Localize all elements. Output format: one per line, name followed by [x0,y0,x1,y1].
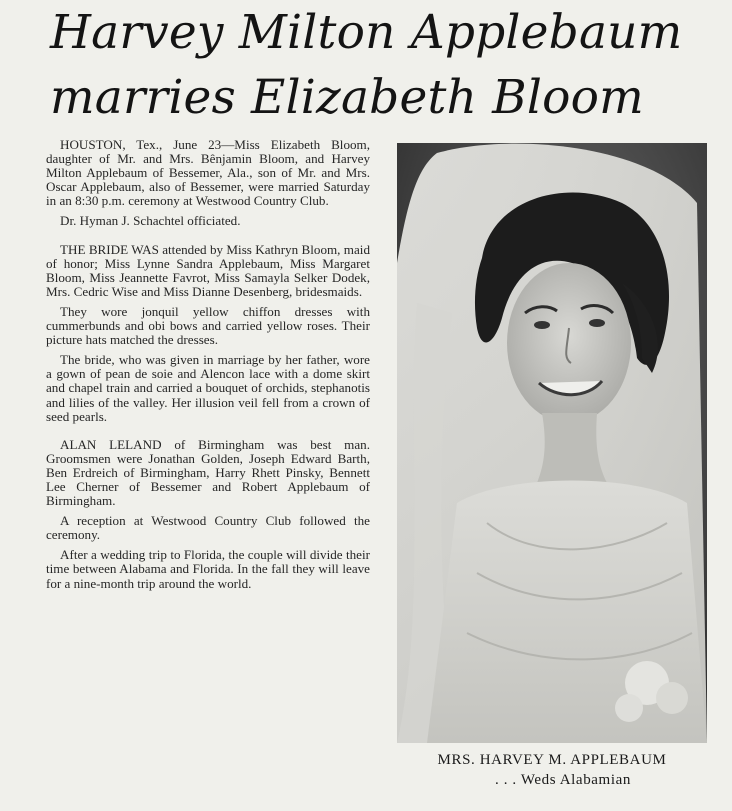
article-paragraph-attendants: THE BRIDE WAS attended by Miss Kathryn Bloom, maid of honor; Miss Lynne Sandra Applebaum, Miss Margaret Bloom, Miss Jeannette Favrot, Miss Samayla Selker Dodek, Mrs. Cedric Wise and Miss Dianne Desenberg, bridesmaids. [46,241,370,299]
article-paragraph-dresses: They wore jonquil yellow chiffon dresses with cummerbunds and obi bows and carried yellow roses. Their picture hats matched the dresses. [46,303,370,348]
headline-line-2: marries Elizabeth Bloom [50,70,644,125]
bride-photo [397,143,707,743]
photo-caption-name: MRS. HARVEY M. APPLEBAUM [437,752,667,768]
bride-portrait-illustration [397,143,707,743]
article-paragraph-groomsmen: ALAN LELAND of Birmingham was best man. Groomsmen were Jonathan Golden, Joseph Edward Barth, Ben Erdreich of Birmingham, Harry Rhett Pinsky, Bennett Lee Cherner of Bessemer and Robert Applebaum of Birmingham. [46,436,370,509]
article-body [46,138,370,597]
article-paragraph-trip: After a wedding trip to Florida, the couple will divide their time between Alabama and Florida. In the fall they will leave for a nine-month trip around the world. [46,547,370,591]
article-paragraph-gown: The bride, who was given in marriage by her father, wore a gown of pean de soie and Alencon lace with a dome skirt and chapel train and carried a bouquet of orchids, stephanotis and lilies of the valley. Her illusion veil fell from a crown of seed pearls. [46,352,370,424]
photo-caption-subtitle: . . . Weds Alabamian [495,772,631,788]
article-paragraph-reception: A reception at Westwood Country Club followed the ceremony. [46,513,370,543]
article-paragraph-officiant: Dr. Hyman J. Schachtel officiated. [60,213,241,229]
article-paragraph-dateline: HOUSTON, Tex., June 23—Miss Elizabeth Bloom, daughter of Mr. and Mrs. Bênjamin Bloom, and Harvey Milton Applebaum of Bessemer, Ala., son of Mr. and Mrs. Oscar Applebaum, also of Bessemer, were married Saturday in an 8:30 p.m. ceremony at Westwood Country Club. [46,137,370,209]
headline-line-1: Harvey Milton Applebaum [50,5,683,60]
